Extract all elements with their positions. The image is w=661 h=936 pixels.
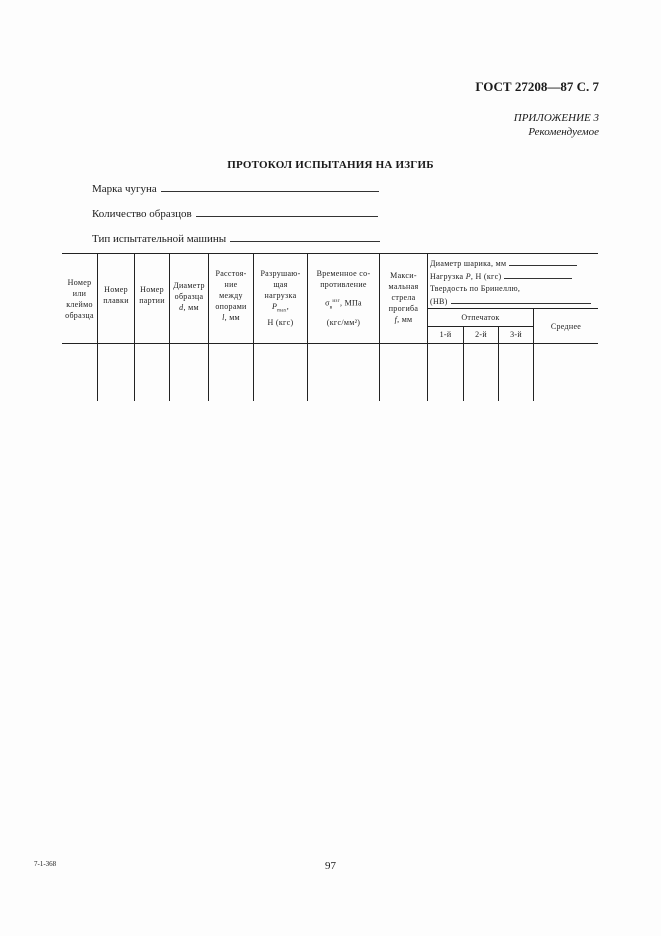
machine-type-blank	[230, 232, 380, 242]
header-text: образца	[174, 292, 204, 301]
header-text: между	[219, 291, 243, 300]
table-top-border	[62, 253, 598, 254]
appendix-block	[514, 111, 599, 139]
iron-grade-field	[92, 182, 379, 195]
header-text: Разрушаю-	[260, 269, 301, 278]
table-header-bottom	[62, 343, 598, 344]
header-text: ние	[224, 280, 238, 289]
sample-count-label: Количество образцов	[92, 208, 192, 220]
header-text: плавки	[103, 296, 129, 305]
header-imprint-1: 1-й	[439, 330, 452, 339]
header-text: Н (кгс)	[267, 317, 294, 327]
header-batch-number	[135, 284, 169, 306]
header-text: Макси-	[390, 271, 417, 280]
machine-type-label: Тип испытательной машины	[92, 233, 227, 245]
col-divider	[427, 253, 428, 401]
print-code: 7-1-368	[34, 860, 57, 868]
header-text: Расстоя-	[215, 269, 247, 278]
header-text: $P_{max}$,	[271, 302, 289, 314]
sample-count-field	[92, 207, 378, 220]
col-divider	[169, 253, 170, 401]
page-number: 97	[325, 860, 336, 872]
header-text: Номер	[140, 285, 164, 294]
header-text: опорами	[215, 302, 247, 311]
header-text: l, мм	[222, 313, 240, 322]
hardness-unit-line: (НВ)	[430, 296, 591, 306]
page-title: ПРОТОКОЛ ИСПЫТАНИЯ НА ИЗГИБ	[227, 159, 434, 171]
header-text: d, мм	[179, 303, 199, 312]
sample-count-blank	[196, 207, 378, 217]
header-imprint-2: 2-й	[475, 330, 487, 339]
header-text: противление	[320, 280, 367, 289]
header-text: $\sigma_в^{изг}$, МПа	[325, 298, 362, 311]
col-divider	[134, 253, 135, 401]
header-diameter	[170, 280, 208, 313]
header-imprint-3: 3-й	[510, 330, 522, 339]
header-text: клеймо	[66, 300, 93, 309]
header-text: образца	[65, 311, 94, 320]
header-imprint: Отпечаток	[461, 313, 500, 322]
header-text: прогиба	[388, 304, 419, 313]
header-text: мальная	[388, 282, 419, 291]
header-text: Диаметр	[173, 281, 205, 290]
header-text: или	[72, 289, 87, 298]
header-max-deflection	[380, 270, 427, 325]
iron-grade-blank	[161, 182, 379, 192]
header-text: (кгс/мм²)	[326, 318, 361, 328]
header-sample-number	[62, 277, 97, 321]
header-text: нагрузка	[264, 291, 297, 300]
header-text: щая	[273, 280, 288, 289]
header-text: Номер	[104, 285, 128, 294]
recommended-label: Рекомендуемое	[528, 126, 599, 138]
header-average: Среднее	[550, 322, 582, 331]
header-melt-number	[98, 284, 134, 306]
document-number: ГОСТ 27208—87 С. 7	[475, 79, 599, 94]
header-text: партии	[139, 296, 165, 305]
header-support-distance	[209, 268, 253, 323]
header-breaking-load	[254, 268, 307, 328]
header-tensile-strength	[308, 268, 379, 328]
brinell-divider	[428, 308, 598, 309]
hardness-line: Твердость по Бринеллю,	[430, 284, 521, 293]
machine-type-field	[92, 232, 380, 245]
col-divider	[97, 253, 98, 401]
header-text: f, мм	[394, 315, 413, 324]
header-text: Номер	[67, 278, 92, 287]
header-text: Временное со-	[316, 269, 371, 278]
imprint-subdivider	[428, 326, 533, 327]
load-line: Нагрузка P, Н (кгс)	[430, 271, 572, 281]
iron-grade-label: Марка чугуна	[92, 183, 157, 195]
appendix-label: ПРИЛОЖЕНИЕ 3	[513, 112, 599, 124]
ball-diameter-line: Диаметр шарика, мм	[430, 258, 577, 268]
header-text: стрела	[391, 293, 416, 302]
